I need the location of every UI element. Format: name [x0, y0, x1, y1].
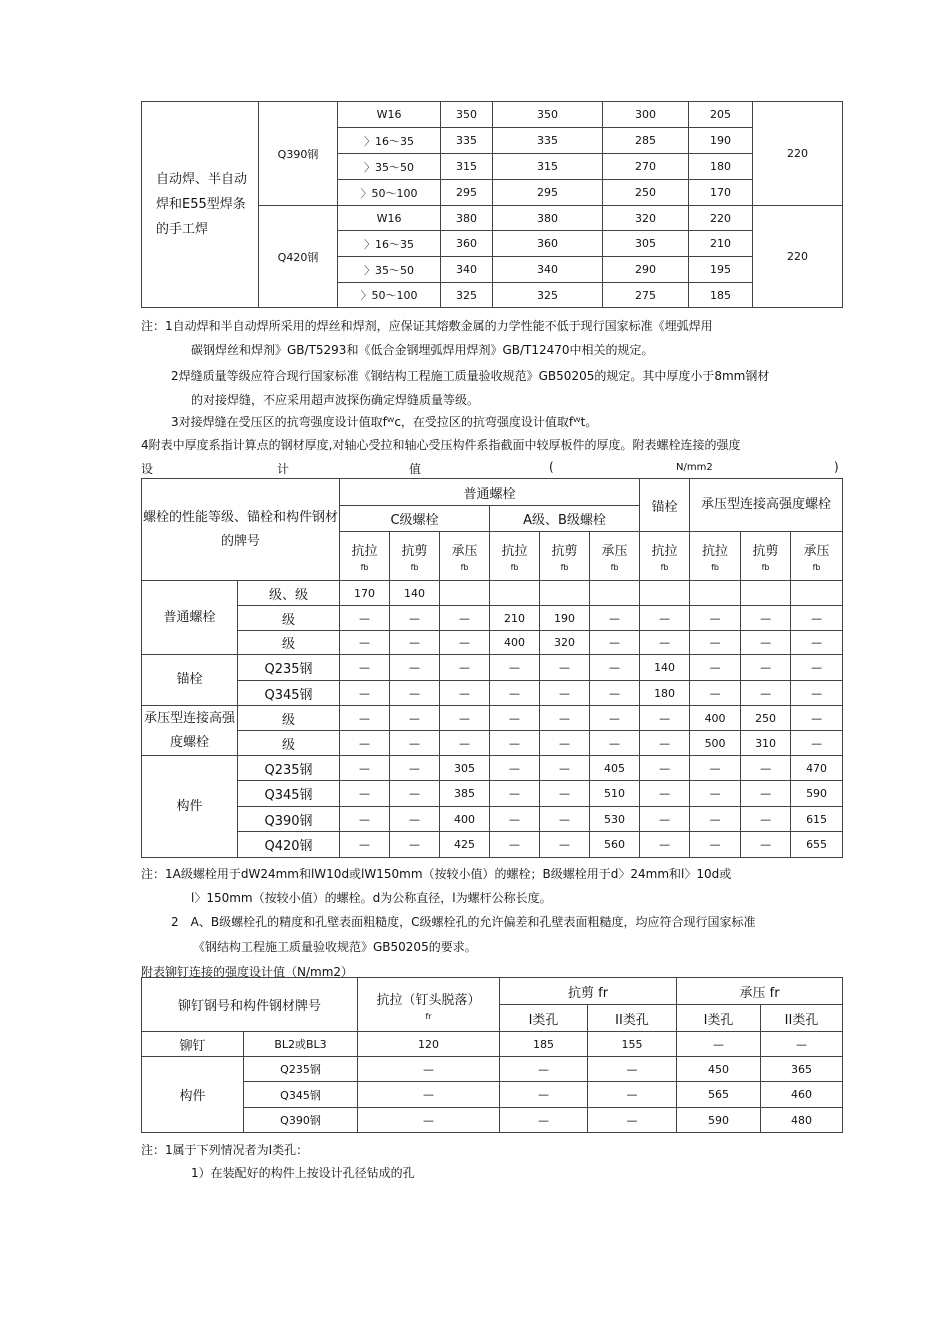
rivet-row-name: 铆钉: [142, 1032, 244, 1057]
bolt-cell: —: [540, 781, 590, 807]
bolt-cell: —: [640, 807, 690, 832]
cell: 565: [677, 1082, 761, 1108]
cell: 590: [677, 1108, 761, 1133]
bolt-col-header-label: 抗拉: [351, 544, 378, 559]
cell: 325: [441, 283, 493, 308]
bolt-cell: 210: [490, 606, 540, 631]
bolt-cell: —: [540, 756, 590, 781]
bolt-note-2b: 《钢结构工程施工质量验收规范》GB50205的要求。: [193, 940, 477, 954]
cell: 185: [689, 283, 753, 308]
bolt-group-name: 锚栓: [142, 655, 238, 706]
bolt-cell: [741, 581, 791, 606]
ordinary-bolt-header: 普通螺栓: [340, 479, 640, 506]
bolt-cell: 470: [791, 756, 843, 781]
bolt-cell: —: [490, 756, 540, 781]
bolt-title-part: 设: [141, 462, 154, 476]
bolt-col-header: [741, 532, 791, 581]
bolt-col-header: [440, 532, 490, 581]
cell: 270: [603, 154, 689, 180]
bolt-cell: —: [590, 606, 640, 631]
weld-category: 自动焊、半自动焊和E55型焊条的手工焊: [142, 102, 259, 308]
bolt-cell: —: [440, 706, 490, 731]
fillet-weld-value: 220: [753, 206, 843, 308]
cell: 210: [689, 231, 753, 257]
thickness: 〉16〜35: [338, 231, 441, 257]
rivet-strength-table: [141, 977, 843, 1133]
bolt-cell: —: [640, 781, 690, 807]
bolt-cell: —: [490, 706, 540, 731]
cell: —: [500, 1057, 588, 1082]
cell: 305: [603, 231, 689, 257]
bolt-col-header: [490, 532, 540, 581]
bolt-cell: —: [741, 832, 791, 858]
bolt-cell: —: [640, 832, 690, 858]
cell: —: [588, 1108, 677, 1133]
bolt-cell: —: [690, 606, 741, 631]
cell: 340: [493, 257, 603, 283]
bolt-row-label: Q420钢: [238, 832, 340, 858]
cell: 350: [493, 102, 603, 128]
bolt-col-header-label: 抗拉: [651, 544, 678, 559]
bolt-col-header-sub: fb: [660, 563, 669, 572]
weld-note-3: 3对接焊缝在受压区的抗弯强度设计值取fᵂc，在受拉区的抗弯强度设计值取fᵂt。: [171, 415, 598, 429]
cell: 180: [689, 154, 753, 180]
bolt-cell: 510: [590, 781, 640, 807]
bolt-cell: —: [741, 655, 791, 681]
cell: 450: [677, 1057, 761, 1082]
bolt-cell: —: [791, 655, 843, 681]
bolt-cell: —: [791, 731, 843, 756]
cell: 300: [603, 102, 689, 128]
bolt-cell: [490, 581, 540, 606]
bearing-class1: I类孔: [677, 1005, 761, 1032]
bolt-col-header-label: 承压: [601, 544, 628, 559]
rivet-note-2: 1）在装配好的构件上按设计孔径钻成的孔: [191, 1166, 415, 1180]
bolt-cell: [791, 581, 843, 606]
bolt-col-header-label: 抗剪: [752, 544, 779, 559]
bolt-cell: —: [490, 681, 540, 706]
bolt-cell: 405: [590, 756, 640, 781]
bolt-cell: [440, 581, 490, 606]
cell: 205: [689, 102, 753, 128]
bolt-cell: —: [390, 706, 440, 731]
bolt-col-header-sub: fb: [761, 563, 770, 572]
bolt-cell: —: [490, 807, 540, 832]
cell: —: [761, 1032, 843, 1057]
bolt-cell: —: [390, 655, 440, 681]
bolt-cell: —: [390, 807, 440, 832]
cell: 480: [761, 1108, 843, 1133]
bolt-title-part: 值: [409, 462, 422, 476]
bolt-col-header-sub: fb: [460, 563, 469, 572]
bolt-cell: —: [490, 781, 540, 807]
bolt-col-header-label: 承压: [451, 544, 478, 559]
bolt-cell: 385: [440, 781, 490, 807]
cell: 170: [689, 180, 753, 206]
cell: 290: [603, 257, 689, 283]
bolt-cell: 400: [490, 631, 540, 655]
bolt-cell: —: [340, 681, 390, 706]
cell: —: [588, 1082, 677, 1108]
bolt-cell: —: [340, 756, 390, 781]
bolt-cell: 320: [540, 631, 590, 655]
bolt-cell: 590: [791, 781, 843, 807]
cell: 335: [441, 128, 493, 154]
bolt-row-label: 级: [238, 731, 340, 756]
bolt-cell: 400: [690, 706, 741, 731]
rivet-table-title: 附表铆钉连接的强度设计值（N/mm2）: [141, 965, 354, 979]
bolt-col-header-sub: fb: [610, 563, 619, 572]
steel-grade: Q420钢: [259, 206, 338, 308]
bolt-cell: —: [640, 731, 690, 756]
bolt-cell: —: [490, 832, 540, 858]
fillet-weld-value: 220: [753, 102, 843, 206]
cell: 380: [441, 206, 493, 231]
bolt-cell: —: [741, 631, 791, 655]
bolt-row-label: 级: [238, 706, 340, 731]
bolt-row-label: Q345钢: [238, 681, 340, 706]
bolt-cell: —: [340, 655, 390, 681]
bolt-group-name: 普通螺栓: [142, 581, 238, 655]
bolt-cell: —: [390, 781, 440, 807]
cell: 220: [689, 206, 753, 231]
bolt-cell: —: [390, 731, 440, 756]
weld-note-2a: 2焊缝质量等级应符合现行国家标准《钢结构工程施工质量验收规范》GB50205的规定。其中厚度小于8mm钢材: [171, 369, 770, 383]
bolt-col-header-label: 抗拉: [702, 544, 729, 559]
bolt-cell: —: [340, 606, 390, 631]
tension-header-sub: fr: [425, 1011, 432, 1021]
bolt-cell: —: [340, 832, 390, 858]
bolt-cell: —: [590, 681, 640, 706]
bolt-cell: 425: [440, 832, 490, 858]
rivet-note-1: 注：1属于下列情况者为I类孔：: [141, 1143, 309, 1157]
bolt-cell: 305: [440, 756, 490, 781]
cell: —: [677, 1032, 761, 1057]
bolt-cell: —: [440, 681, 490, 706]
bearing-class2: II类孔: [761, 1005, 843, 1032]
shear-class2: II类孔: [588, 1005, 677, 1032]
bolt-row-label: Q390钢: [238, 807, 340, 832]
bolt-col-header-sub: fb: [510, 563, 519, 572]
member-grade: Q345钢: [244, 1082, 358, 1108]
cell: 250: [603, 180, 689, 206]
bolt-cell: 140: [640, 655, 690, 681]
cell: 360: [493, 231, 603, 257]
bolt-title-part: ): [834, 460, 839, 474]
shear-header: 抗剪 fr: [500, 978, 677, 1005]
bolt-corner-header: 螺栓的性能等级、锚栓和构件钢材的牌号: [142, 479, 340, 581]
ab-grade-header: A级、B级螺栓: [490, 506, 640, 532]
bolt-title-part: (: [549, 460, 554, 474]
shear-class1: I类孔: [500, 1005, 588, 1032]
cell: 275: [603, 283, 689, 308]
bolt-title-unit: N/mm2: [676, 462, 713, 473]
bolt-row-label: Q235钢: [238, 655, 340, 681]
bolt-row-label: 级、级: [238, 581, 340, 606]
bolt-cell: 400: [440, 807, 490, 832]
bearing-header: 承压 fr: [677, 978, 843, 1005]
bolt-cell: —: [540, 655, 590, 681]
bolt-cell: —: [741, 756, 791, 781]
cell: 315: [441, 154, 493, 180]
bolt-cell: —: [690, 807, 741, 832]
bolt-cell: 180: [640, 681, 690, 706]
weld-note-1a: 注：1自动焊和半自动焊所采用的焊丝和焊剂，应保证其熔敷金属的力学性能不低于现行国家标准《埋弧焊用: [141, 319, 713, 333]
bolt-col-header: [540, 532, 590, 581]
weld-note-4: 4附表中厚度系指计算点的钢材厚度,对轴心受拉和轴心受压构件系指截面中较厚板件的厚度。附表螺栓连接的强度: [141, 438, 741, 452]
cell: —: [588, 1057, 677, 1082]
cell: 185: [500, 1032, 588, 1057]
bolt-cell: —: [741, 681, 791, 706]
bolt-cell: —: [440, 731, 490, 756]
bolt-note-1b: l〉150mm（按较小值）的螺栓。d为公称直径，l为螺杆公称长度。: [191, 891, 552, 905]
thickness: 〉50〜100: [338, 180, 441, 206]
tension-header-label: 抗拉（钉头脱落）: [376, 992, 481, 1008]
bolt-cell: —: [390, 832, 440, 858]
steel-grade: Q390钢: [259, 102, 338, 206]
cell: 325: [493, 283, 603, 308]
cell: —: [358, 1082, 500, 1108]
weld-note-2b: 的对接焊缝，不应采用超声波探伤确定焊缝质量等级。: [191, 393, 480, 407]
bolt-cell: —: [640, 706, 690, 731]
bolt-cell: 615: [791, 807, 843, 832]
cell: 320: [603, 206, 689, 231]
bolt-cell: [590, 581, 640, 606]
bolt-col-header-sub: fb: [560, 563, 569, 572]
bolt-col-header-sub: fb: [360, 563, 369, 572]
cell: 365: [761, 1057, 843, 1082]
bolt-cell: —: [791, 706, 843, 731]
bolt-cell: —: [640, 756, 690, 781]
bolt-cell: 190: [540, 606, 590, 631]
bolt-group-name: 构件: [142, 756, 238, 858]
bolt-cell: 250: [741, 706, 791, 731]
cell: —: [358, 1057, 500, 1082]
bolt-cell: —: [791, 631, 843, 655]
thickness: 〉50〜100: [338, 283, 441, 308]
bolt-cell: —: [690, 781, 741, 807]
bolt-note-1a: 注：1A级螺栓用于dW24mm和lW10d或lW150mm（按较小值）的螺栓；B级螺栓用于d〉24mm和l〉10d或: [141, 867, 732, 881]
bolt-row-label: Q345钢: [238, 781, 340, 807]
bolt-col-header-label: 承压: [803, 544, 830, 559]
thickness: 〉35〜50: [338, 154, 441, 180]
bolt-cell: —: [540, 681, 590, 706]
bolt-cell: —: [540, 706, 590, 731]
bolt-cell: —: [540, 731, 590, 756]
bolt-cell: —: [340, 631, 390, 655]
cell: —: [358, 1108, 500, 1133]
bolt-col-header: [791, 532, 843, 581]
bolt-note-2a: 2 A、B级螺栓孔的精度和孔壁表面粗糙度，C级螺栓孔的允许偏差和孔壁表面粗糙度，均应符合现行国家标准: [171, 915, 756, 929]
bolt-cell: —: [741, 606, 791, 631]
bolt-cell: 170: [340, 581, 390, 606]
member-row-name: 构件: [142, 1057, 244, 1133]
rivet-row-grade: BL2或BL3: [244, 1032, 358, 1057]
cell: 350: [441, 102, 493, 128]
thickness: W16: [338, 206, 441, 231]
cell: 335: [493, 128, 603, 154]
rivet-corner-header: 铆钉钢号和构件钢材牌号: [142, 978, 358, 1032]
bolt-cell: —: [590, 631, 640, 655]
member-grade: Q390钢: [244, 1108, 358, 1133]
bolt-col-header-sub: fb: [711, 563, 720, 572]
bolt-col-header: [390, 532, 440, 581]
c-grade-header: C级螺栓: [340, 506, 490, 532]
cell: 360: [441, 231, 493, 257]
bolt-cell: 655: [791, 832, 843, 858]
bolt-cell: 140: [390, 581, 440, 606]
bolt-title-part: 计: [277, 462, 290, 476]
bolt-col-header: [690, 532, 741, 581]
bolt-cell: —: [390, 631, 440, 655]
cell: 340: [441, 257, 493, 283]
bolt-cell: —: [690, 631, 741, 655]
cell: 195: [689, 257, 753, 283]
cell: 190: [689, 128, 753, 154]
weld-strength-table: [141, 101, 843, 308]
bolt-cell: —: [390, 606, 440, 631]
anchor-header: 锚栓: [640, 479, 690, 532]
bolt-cell: —: [440, 606, 490, 631]
cell: 380: [493, 206, 603, 231]
bolt-cell: —: [440, 655, 490, 681]
weld-note-1b: 碳钢焊丝和焊剂》GB/T5293和《低合金钢埋弧焊用焊剂》GB/T12470中相关的规定。: [191, 343, 654, 357]
bolt-col-header: [590, 532, 640, 581]
bolt-col-header-sub: fb: [410, 563, 419, 572]
cell: 295: [493, 180, 603, 206]
bolt-col-header-label: 抗剪: [401, 544, 428, 559]
member-grade: Q235钢: [244, 1057, 358, 1082]
bolt-cell: 560: [590, 832, 640, 858]
thickness: 〉16〜35: [338, 128, 441, 154]
bolt-cell: —: [690, 756, 741, 781]
bolt-strength-table: [141, 478, 843, 858]
tension-header: [358, 978, 500, 1032]
hs-bolt-header: 承压型连接高强度螺栓: [690, 479, 843, 532]
bolt-row-label: 级: [238, 631, 340, 655]
bolt-cell: —: [490, 731, 540, 756]
bolt-cell: —: [490, 655, 540, 681]
bolt-cell: —: [690, 832, 741, 858]
bolt-cell: —: [540, 807, 590, 832]
bolt-row-label: Q235钢: [238, 756, 340, 781]
bolt-cell: —: [690, 681, 741, 706]
cell: —: [500, 1082, 588, 1108]
bolt-cell: —: [390, 681, 440, 706]
cell: 120: [358, 1032, 500, 1057]
bolt-cell: [690, 581, 741, 606]
cell: 155: [588, 1032, 677, 1057]
bolt-cell: —: [741, 781, 791, 807]
cell: —: [500, 1108, 588, 1133]
bolt-cell: —: [690, 655, 741, 681]
thickness: 〉35〜50: [338, 257, 441, 283]
bolt-cell: —: [590, 706, 640, 731]
bolt-cell: —: [640, 631, 690, 655]
bolt-cell: —: [340, 781, 390, 807]
bolt-cell: 530: [590, 807, 640, 832]
bolt-cell: —: [340, 807, 390, 832]
bolt-row-label: 级: [238, 606, 340, 631]
thickness: W16: [338, 102, 441, 128]
bolt-cell: —: [590, 655, 640, 681]
bolt-cell: —: [340, 731, 390, 756]
bolt-col-header-sub: fb: [812, 563, 821, 572]
bolt-cell: —: [791, 681, 843, 706]
bolt-col-header: [640, 532, 690, 581]
bolt-cell: —: [741, 807, 791, 832]
bolt-col-header-label: 抗拉: [501, 544, 528, 559]
cell: 315: [493, 154, 603, 180]
bolt-cell: —: [390, 756, 440, 781]
bolt-cell: —: [791, 606, 843, 631]
bolt-cell: 310: [741, 731, 791, 756]
cell: 285: [603, 128, 689, 154]
bolt-cell: —: [440, 631, 490, 655]
bolt-col-header-label: 抗剪: [551, 544, 578, 559]
cell: 460: [761, 1082, 843, 1108]
bolt-cell: [640, 581, 690, 606]
cell: 295: [441, 180, 493, 206]
bolt-cell: —: [340, 706, 390, 731]
bolt-cell: —: [540, 832, 590, 858]
bolt-group-name: 承压型连接高强度螺栓: [142, 706, 238, 756]
bolt-cell: [540, 581, 590, 606]
bolt-cell: 500: [690, 731, 741, 756]
bolt-cell: —: [590, 731, 640, 756]
bolt-cell: —: [640, 606, 690, 631]
bolt-col-header: [340, 532, 390, 581]
